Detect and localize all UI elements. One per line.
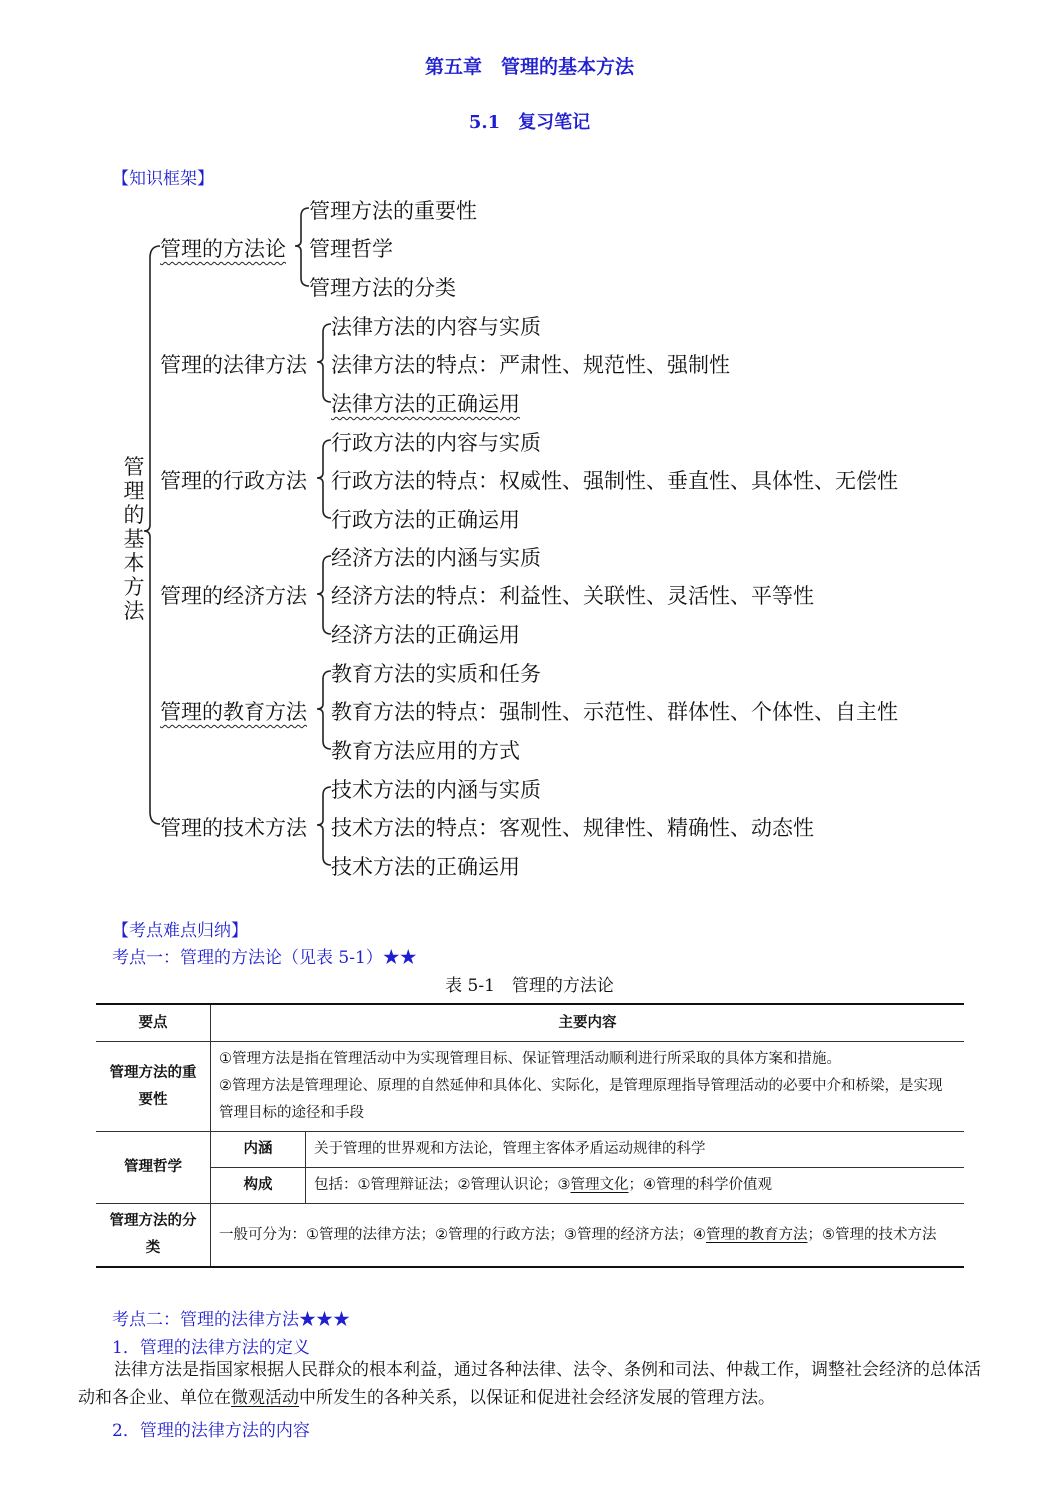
methodology-table (96, 1003, 964, 1268)
framework-label: 【知识框架】 (112, 169, 214, 189)
table-content-cell (211, 1204, 965, 1268)
table-text: ；⑤管理的技术方法 (807, 1226, 937, 1243)
table-content-cell: 关于管理的世界观和方法论，管理主客体矛盾运动规律的科学 (306, 1132, 965, 1168)
table-row (96, 1204, 964, 1268)
table-content-line: ②管理方法是管理理论、原理的自然延伸和具体化、实际化，是管理原理指导管理活动的必要中介和桥梁，是实现管理目标的途径和手段 (219, 1078, 943, 1121)
branch-item: 经济方法的正确运用 (331, 623, 520, 647)
key-points-label: 【考点难点归纳】 (112, 921, 248, 941)
paragraph-text: 法律方法是指国家根据人民群众的根本利益，通过各种法律、法令、条例和司法、仲裁工作，调整社会经济的总体活动和各企业、单位在 (78, 1360, 981, 1408)
table-sub-key-cell: 内涵 (211, 1132, 306, 1168)
branch-item: 行政方法的特点：权威性、强制性、垂直性、具体性、无偿性 (331, 469, 898, 493)
branch-item: 法律方法的特点：严肃性、规范性、强制性 (331, 353, 730, 377)
branch-title: 管理的教育方法 (160, 700, 307, 724)
table-header: 主要内容 (211, 1004, 965, 1042)
branch-item: 经济方法的特点：利益性、关联性、灵活性、平等性 (331, 584, 814, 608)
branch-item: 技术方法的特点：客观性、规律性、精确性、动态性 (331, 816, 814, 840)
branch-title: 管理的经济方法 (160, 584, 307, 608)
mindmap-root: 管理的基本方法 (123, 455, 145, 623)
branch-item: 法律方法的正确运用 (331, 392, 520, 416)
table-key-cell: 管理哲学 (96, 1132, 211, 1204)
branch-item: 管理方法的分类 (309, 276, 456, 300)
chapter-title: 第五章 管理的基本方法 (424, 56, 634, 78)
table-header: 要点 (96, 1004, 211, 1042)
table-content-cell (211, 1042, 965, 1132)
table-content-cell (306, 1168, 965, 1204)
table-key-cell: 管理方法的重要性 (96, 1042, 211, 1132)
table-caption: 表 5-1 管理的方法论 (445, 976, 614, 996)
point2-title: 考点二：管理的法律方法★★★ (112, 1310, 350, 1330)
table-text-underlined: 管理的教育方法 (706, 1226, 808, 1243)
table-text: 包括：①管理辩证法；②管理认识论；③ (314, 1177, 571, 1193)
branch-item: 技术方法的内涵与实质 (331, 778, 541, 802)
table-header-row (96, 1004, 964, 1042)
paragraph-text-underlined: 微观活动 (231, 1388, 299, 1408)
branch-title: 管理的法律方法 (160, 353, 307, 377)
branch-item: 教育方法的特点：强制性、示范性、群体性、个体性、自主性 (331, 700, 898, 724)
branch-item: 管理方法的重要性 (309, 199, 477, 223)
table-row (96, 1132, 964, 1168)
table-key-cell: 管理方法的分类 (96, 1204, 211, 1268)
subsection2-title: 2．管理的法律方法的内容 (112, 1421, 310, 1441)
branch-item: 法律方法的内容与实质 (331, 315, 541, 339)
table-sub-key-cell: 构成 (211, 1168, 306, 1204)
definition-paragraph (78, 1356, 994, 1412)
table-text-underlined: 管理文化 (570, 1177, 629, 1193)
table-row (96, 1042, 964, 1132)
branch-item: 教育方法的实质和任务 (331, 662, 541, 686)
branch-title: 管理的技术方法 (160, 816, 307, 840)
subsection1-title: 1．管理的法律方法的定义 (112, 1338, 310, 1358)
table-text: 一般可分为：①管理的法律方法；②管理的行政方法；③管理的经济方法；④ (219, 1226, 706, 1243)
branch-title: 管理的方法论 (160, 237, 286, 261)
branch-item: 技术方法的正确运用 (331, 855, 520, 879)
branch-item: 管理哲学 (309, 237, 393, 261)
branch-item: 行政方法的内容与实质 (331, 431, 541, 455)
branch-item: 经济方法的内涵与实质 (331, 546, 541, 570)
table-content-line: ①管理方法是指在管理活动中为实现管理目标、保证管理活动顺利进行所采取的具体方案和措施。 (219, 1051, 841, 1067)
paragraph-text: 中所发生的各种关系，以保证和促进社会经济发展的管理方法。 (299, 1388, 775, 1408)
section-title: 5.1 复习笔记 (468, 112, 591, 133)
point1-title: 考点一：管理的方法论（见表 5-1）★★ (112, 948, 417, 968)
branch-title: 管理的行政方法 (160, 469, 307, 493)
branch-item: 教育方法应用的方式 (331, 739, 520, 763)
table-text: ；④管理的科学价值观 (628, 1177, 772, 1193)
branch-item: 行政方法的正确运用 (331, 508, 520, 532)
table-row (96, 1168, 964, 1204)
